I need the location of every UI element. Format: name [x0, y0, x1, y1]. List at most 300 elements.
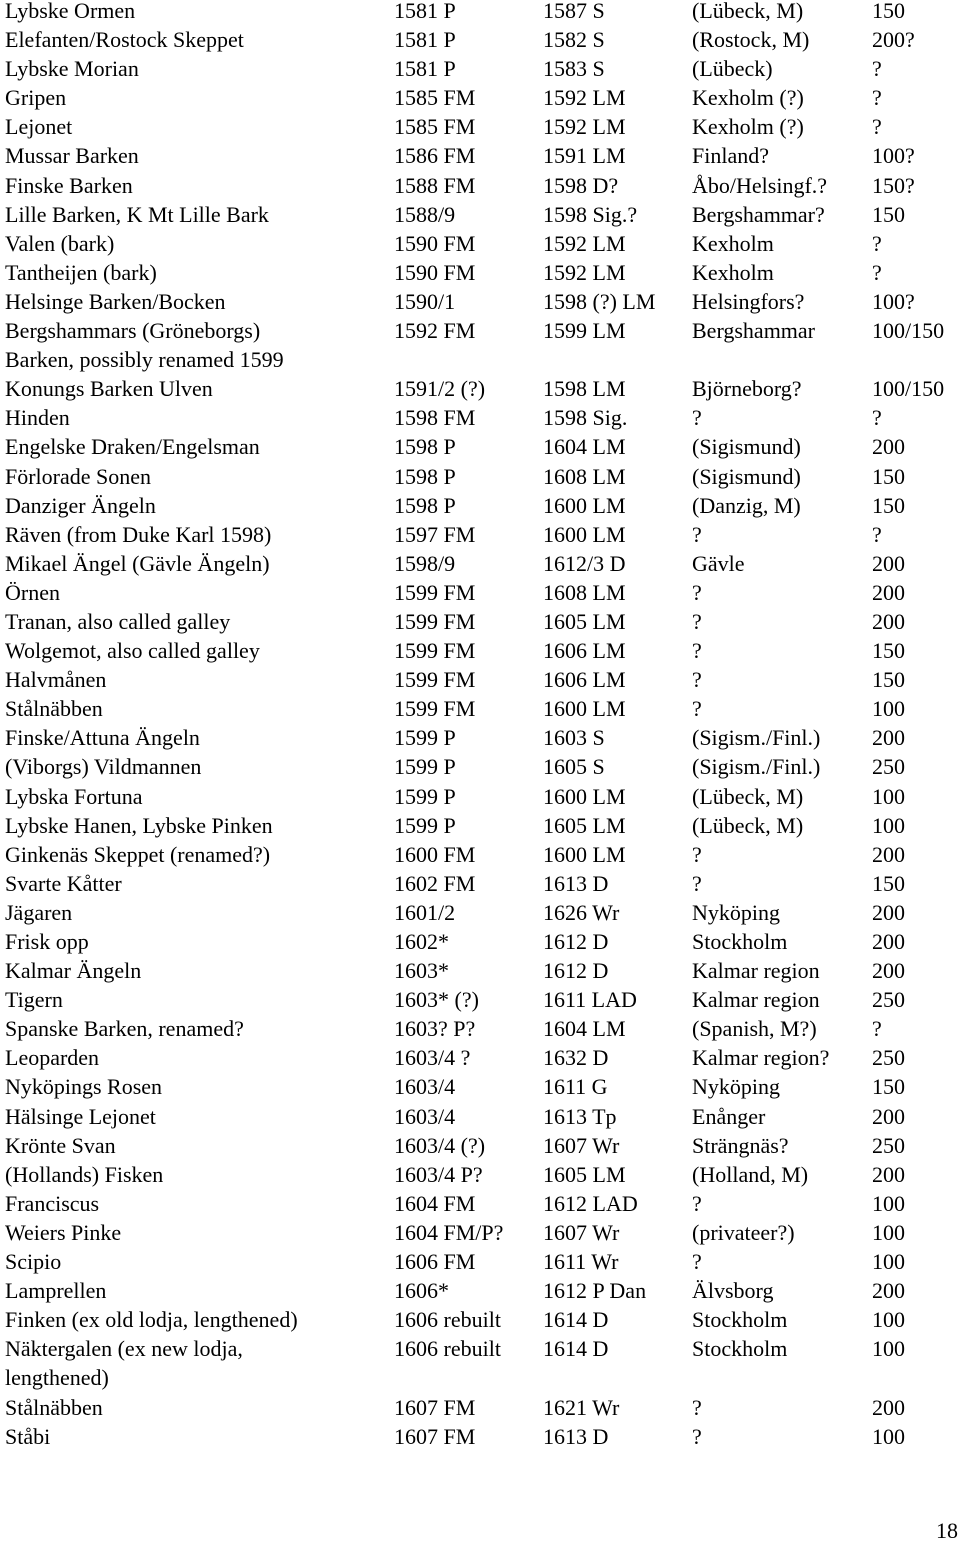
cell-lost: 1608 LM — [543, 463, 626, 489]
cell-lost: 1611 LAD — [543, 987, 637, 1013]
cell-lost: 1621 Wr — [543, 1394, 620, 1420]
table-row — [5, 1072, 957, 1101]
cell-ship-name: Stålnäbben — [5, 696, 103, 722]
cell-origin: Stockholm — [692, 1307, 788, 1333]
table-row — [5, 1043, 957, 1072]
cell-built: 1599 FM — [394, 667, 476, 693]
cell-built: 1603* — [394, 958, 449, 984]
table-row — [5, 141, 957, 170]
cell-origin: (Sigismund) — [692, 463, 801, 489]
cell-built: 1603/4 (?) — [394, 1132, 486, 1158]
cell-lost: 1598 Sig.? — [543, 201, 638, 227]
cell-size: 150 — [872, 638, 905, 664]
table-row — [5, 1160, 957, 1189]
cell-size: 100 — [872, 1336, 905, 1362]
cell-lost: 1598 LM — [543, 376, 626, 402]
cell-ship-name: Barken, possibly renamed 1599 — [5, 347, 284, 373]
cell-ship-name: Lamprellen — [5, 1278, 107, 1304]
cell-size: ? — [872, 405, 882, 431]
table-row — [5, 578, 957, 607]
cell-origin: Finland? — [692, 143, 769, 169]
cell-size: 100 — [872, 783, 905, 809]
cell-origin: Åbo/Helsingf.? — [692, 172, 828, 198]
cell-lost: 1605 LM — [543, 1161, 626, 1187]
cell-origin: Strängnäs? — [692, 1132, 789, 1158]
cell-lost: 1592 LM — [543, 114, 626, 140]
cell-built: 1602 FM — [394, 870, 476, 896]
cell-origin: Helsingfors? — [692, 288, 805, 314]
cell-ship-name: Nyköpings Rosen — [5, 1074, 163, 1100]
cell-lost: 1604 LM — [543, 1016, 626, 1042]
cell-lost: 1605 S — [543, 754, 605, 780]
cell-size: 100 — [872, 812, 905, 838]
cell-size: 100/150 — [872, 376, 945, 402]
table-row — [5, 462, 957, 491]
cell-lost: 1613 Tp — [543, 1103, 617, 1129]
table-row — [5, 665, 957, 694]
table-row — [5, 520, 957, 549]
cell-size: 100? — [872, 288, 915, 314]
cell-ship-name: Mikael Ängel (Gävle Ängeln) — [5, 550, 270, 576]
cell-size: 200? — [872, 27, 915, 53]
table-row — [5, 636, 957, 665]
cell-lost: 1611 G — [543, 1074, 608, 1100]
cell-built: 1603/4 ? — [394, 1045, 471, 1071]
cell-size: ? — [872, 259, 882, 285]
cell-built: 1599 FM — [394, 638, 476, 664]
cell-built: 1592 FM — [394, 318, 476, 344]
cell-ship-name: Frisk opp — [5, 929, 89, 954]
table-row — [5, 956, 957, 985]
cell-lost: 1606 LM — [543, 667, 626, 693]
cell-size — [872, 1363, 957, 1392]
cell-built: 1590 FM — [394, 259, 476, 285]
cell-built: 1585 FM — [394, 114, 476, 140]
cell-size: 150 — [872, 201, 905, 227]
cell-built: 1586 FM — [394, 143, 476, 169]
table-row — [5, 258, 957, 287]
cell-origin: (Holland, M) — [692, 1161, 809, 1187]
cell-size: ? — [872, 230, 882, 256]
table-row — [5, 112, 957, 141]
cell-ship-name: Jägaren — [5, 899, 73, 925]
cell-built — [394, 1363, 543, 1392]
table-row — [5, 723, 957, 752]
cell-size: 250 — [872, 1132, 905, 1158]
cell-origin: Kalmar region? — [692, 1045, 830, 1071]
cell-ship-name: Weiers Pinke — [5, 1219, 122, 1245]
table-row — [5, 898, 957, 927]
table-row — [5, 0, 957, 25]
table-row — [5, 229, 957, 258]
cell-built: 1599 P — [394, 725, 456, 751]
cell-lost: 1604 LM — [543, 434, 626, 460]
cell-size: 200 — [872, 929, 905, 954]
table-row — [5, 752, 957, 781]
cell-lost: 1599 LM — [543, 318, 626, 344]
cell-lost: 1607 Wr — [543, 1132, 620, 1158]
cell-lost: 1605 LM — [543, 608, 626, 634]
cell-origin: ? — [692, 667, 702, 693]
cell-built: 1604 FM — [394, 1190, 476, 1216]
cell-origin: (Lübeck) — [692, 56, 773, 82]
cell-ship-name: Tantheijen (bark) — [5, 259, 157, 285]
cell-ship-name: Bergshammars (Gröneborgs) — [5, 318, 261, 344]
cell-size: 200 — [872, 899, 905, 925]
cell-ship-name: Krönte Svan — [5, 1132, 116, 1158]
cell-ship-name: lengthened) — [5, 1365, 109, 1391]
cell-ship-name: Lybske Ormen — [5, 0, 136, 23]
cell-size: 100 — [872, 1219, 905, 1245]
cell-lost: 1600 LM — [543, 783, 626, 809]
cell-size: 100 — [872, 1190, 905, 1216]
cell-lost: 1612 LAD — [543, 1190, 638, 1216]
cell-built: 1607 FM — [394, 1423, 476, 1449]
cell-lost: 1592 LM — [543, 85, 626, 111]
table-row — [5, 374, 957, 403]
cell-origin: ? — [692, 1394, 702, 1420]
cell-origin: (Rostock, M) — [692, 27, 810, 53]
cell-origin: Stockholm — [692, 929, 788, 954]
cell-ship-name: Halvmånen — [5, 667, 107, 693]
cell-size: ? — [872, 1016, 882, 1042]
cell-origin: ? — [692, 841, 702, 867]
cell-ship-name: Elefanten/Rostock Skeppet — [5, 27, 244, 53]
table-row — [5, 927, 957, 956]
table-row — [5, 607, 957, 636]
cell-origin: Kexholm — [692, 259, 774, 285]
cell-lost: 1600 LM — [543, 696, 626, 722]
cell-origin: (Spanish, M?) — [692, 1016, 817, 1042]
table-row — [5, 54, 957, 83]
cell-size: 200 — [872, 550, 905, 576]
cell-origin: Kalmar region — [692, 987, 820, 1013]
page-number: 18 — [936, 1518, 958, 1543]
cell-built: 1607 FM — [394, 1394, 476, 1420]
cell-origin: (Sigism./Finl.) — [692, 725, 821, 751]
cell-size: 150 — [872, 0, 905, 23]
cell-size: ? — [872, 85, 882, 111]
cell-size: 250 — [872, 987, 905, 1013]
cell-ship-name: Leoparden — [5, 1045, 100, 1071]
cell-built: 1606 FM — [394, 1249, 476, 1275]
cell-built: 1599 FM — [394, 579, 476, 605]
table-row — [5, 1102, 957, 1131]
cell-lost: 1606 LM — [543, 638, 626, 664]
table-row — [5, 345, 957, 374]
cell-ship-name: (Viborgs) Vildmannen — [5, 754, 202, 780]
cell-built: 1598 P — [394, 492, 456, 518]
cell-origin: Nyköping — [692, 899, 780, 925]
cell-origin: (Sigismund) — [692, 434, 801, 460]
cell-built: 1598 FM — [394, 405, 476, 431]
cell-origin: ? — [692, 521, 702, 547]
cell-origin: Bergshammar? — [692, 201, 825, 227]
cell-size: 150? — [872, 172, 915, 198]
table-row — [5, 1131, 957, 1160]
cell-ship-name: Näktergalen (ex new lodja, — [5, 1336, 243, 1362]
table-row — [5, 1189, 957, 1218]
cell-origin: Bergshammar — [692, 318, 816, 344]
cell-size: 250 — [872, 1045, 905, 1071]
cell-origin: Stockholm — [692, 1336, 788, 1362]
cell-built: 1599 FM — [394, 696, 476, 722]
cell-built — [394, 345, 543, 374]
cell-origin: Björneborg? — [692, 376, 802, 402]
cell-ship-name: Helsinge Barken/Bocken — [5, 288, 226, 314]
cell-built: 1598 P — [394, 434, 456, 460]
cell-lost: 1582 S — [543, 27, 605, 53]
cell-ship-name: Räven (from Duke Karl 1598) — [5, 521, 272, 547]
cell-ship-name: Lybska Fortuna — [5, 783, 143, 809]
cell-ship-name: Lejonet — [5, 114, 73, 140]
cell-size: 100? — [872, 143, 915, 169]
cell-size: 200 — [872, 434, 905, 460]
cell-size — [872, 345, 957, 374]
cell-size: 150 — [872, 463, 905, 489]
cell-size: ? — [872, 521, 882, 547]
cell-ship-name: Hinden — [5, 405, 70, 431]
cell-built: 1591/2 (?) — [394, 376, 486, 402]
cell-size: 150 — [872, 667, 905, 693]
cell-built: 1603* (?) — [394, 987, 479, 1013]
table-row — [5, 25, 957, 54]
cell-origin: (Lübeck, M) — [692, 783, 804, 809]
table-row — [5, 171, 957, 200]
cell-lost: 1587 S — [543, 0, 605, 23]
table-row — [5, 869, 957, 898]
cell-ship-name: Finske/Attuna Ängeln — [5, 725, 200, 751]
cell-size: 250 — [872, 754, 905, 780]
cell-lost: 1583 S — [543, 56, 605, 82]
table-row — [5, 1305, 957, 1334]
cell-origin: ? — [692, 1249, 702, 1275]
cell-size: 100/150 — [872, 318, 945, 344]
cell-built: 1599 P — [394, 754, 456, 780]
cell-lost: 1603 S — [543, 725, 605, 751]
cell-built: 1581 P — [394, 0, 456, 23]
cell-size: ? — [872, 114, 882, 140]
cell-built: 1590/1 — [394, 288, 456, 314]
cell-origin: ? — [692, 1423, 702, 1449]
table-row — [5, 1422, 957, 1451]
cell-lost: 1612 P Dan — [543, 1278, 647, 1304]
cell-built: 1599 P — [394, 783, 456, 809]
ship-list-body — [5, 0, 957, 1451]
table-row — [5, 811, 957, 840]
table-row — [5, 782, 957, 811]
cell-ship-name: Örnen — [5, 579, 60, 605]
cell-built: 1606 rebuilt — [394, 1307, 501, 1333]
table-row — [5, 432, 957, 461]
cell-size: 200 — [872, 958, 905, 984]
cell-ship-name: Gripen — [5, 85, 67, 111]
cell-lost: 1632 D — [543, 1045, 609, 1071]
cell-ship-name: Kalmar Ängeln — [5, 958, 142, 984]
cell-lost: 1612 D — [543, 929, 609, 954]
cell-ship-name: Hälsinge Lejonet — [5, 1103, 156, 1129]
table-row — [5, 287, 957, 316]
cell-lost: 1608 LM — [543, 579, 626, 605]
cell-lost: 1613 D — [543, 870, 609, 896]
cell-origin: (Sigism./Finl.) — [692, 754, 821, 780]
cell-origin: (Lübeck, M) — [692, 812, 804, 838]
table-row — [5, 83, 957, 112]
table-row — [5, 840, 957, 869]
cell-origin: ? — [692, 405, 702, 431]
cell-size: 150 — [872, 870, 905, 896]
cell-lost: 1605 LM — [543, 812, 626, 838]
table-row — [5, 1014, 957, 1043]
cell-size: 150 — [872, 1074, 905, 1100]
cell-size: 100 — [872, 696, 905, 722]
cell-lost: 1600 LM — [543, 492, 626, 518]
cell-ship-name: Lybske Hanen, Lybske Pinken — [5, 812, 273, 838]
cell-origin: Älvsborg — [692, 1278, 774, 1304]
cell-ship-name: Tranan, also called galley — [5, 608, 231, 634]
table-row — [5, 1247, 957, 1276]
table-row — [5, 1393, 957, 1422]
cell-ship-name: Förlorade Sonen — [5, 463, 152, 489]
cell-ship-name: Mussar Barken — [5, 143, 139, 169]
cell-origin: ? — [692, 608, 702, 634]
table-row — [5, 316, 957, 345]
table-row — [5, 1334, 957, 1363]
cell-built: 1598 P — [394, 463, 456, 489]
cell-built: 1603? P? — [394, 1016, 476, 1042]
cell-size: 100 — [872, 1249, 905, 1275]
table-row — [5, 403, 957, 432]
cell-lost: 1607 Wr — [543, 1219, 620, 1245]
cell-ship-name: Finken (ex old lodja, lengthened) — [5, 1307, 298, 1333]
cell-lost — [543, 1363, 692, 1392]
cell-ship-name: Ståbi — [5, 1423, 51, 1449]
cell-lost: 1612/3 D — [543, 550, 626, 576]
cell-size: 150 — [872, 492, 905, 518]
cell-built: 1581 P — [394, 56, 456, 82]
cell-origin: (Danzig, M) — [692, 492, 801, 518]
cell-origin: ? — [692, 1190, 702, 1216]
cell-lost: 1614 D — [543, 1336, 609, 1362]
cell-origin: ? — [692, 870, 702, 896]
cell-built: 1590 FM — [394, 230, 476, 256]
cell-size: ? — [872, 56, 882, 82]
document-page — [5, 0, 960, 1451]
cell-ship-name: Spanske Barken, renamed? — [5, 1016, 244, 1042]
cell-size: 200 — [872, 1278, 905, 1304]
cell-ship-name: Konungs Barken Ulven — [5, 376, 213, 402]
cell-ship-name: Svarte Kåtter — [5, 870, 122, 896]
cell-lost: 1612 D — [543, 958, 609, 984]
cell-ship-name: (Hollands) Fisken — [5, 1161, 164, 1187]
cell-built: 1588/9 — [394, 201, 456, 227]
cell-built: 1599 P — [394, 812, 456, 838]
cell-built: 1603/4 — [394, 1074, 456, 1100]
cell-origin: Nyköping — [692, 1074, 780, 1100]
table-row — [5, 1218, 957, 1247]
cell-lost: 1626 Wr — [543, 899, 620, 925]
cell-lost: 1598 D? — [543, 172, 619, 198]
cell-built: 1599 FM — [394, 608, 476, 634]
cell-size: 100 — [872, 1423, 905, 1449]
table-row — [5, 1363, 957, 1392]
cell-origin — [692, 345, 872, 374]
cell-built: 1597 FM — [394, 521, 476, 547]
table-row — [5, 1276, 957, 1305]
cell-ship-name: Ginkenäs Skeppet (renamed?) — [5, 841, 271, 867]
cell-size: 200 — [872, 608, 905, 634]
cell-size: 200 — [872, 841, 905, 867]
cell-lost: 1591 LM — [543, 143, 626, 169]
cell-ship-name: Finske Barken — [5, 172, 133, 198]
cell-origin: ? — [692, 579, 702, 605]
cell-ship-name: Scipio — [5, 1249, 62, 1275]
ship-list-table — [5, 0, 957, 1451]
cell-size: 200 — [872, 579, 905, 605]
cell-ship-name: Wolgemot, also called galley — [5, 638, 260, 664]
cell-lost — [543, 345, 692, 374]
cell-origin: ? — [692, 696, 702, 722]
cell-lost: 1598 (?) LM — [543, 288, 656, 314]
cell-ship-name: Danziger Ängeln — [5, 492, 156, 518]
cell-built: 1585 FM — [394, 85, 476, 111]
cell-origin: (Lübeck, M) — [692, 0, 804, 23]
cell-origin: Gävle — [692, 550, 745, 576]
table-row — [5, 985, 957, 1014]
table-row — [5, 491, 957, 520]
cell-built: 1588 FM — [394, 172, 476, 198]
cell-built: 1604 FM/P? — [394, 1219, 504, 1245]
cell-lost: 1600 LM — [543, 841, 626, 867]
cell-built: 1602* — [394, 929, 449, 954]
cell-origin: Kexholm (?) — [692, 85, 804, 111]
cell-ship-name: Stålnäbben — [5, 1394, 103, 1420]
cell-lost: 1600 LM — [543, 521, 626, 547]
cell-built: 1598/9 — [394, 550, 456, 576]
cell-ship-name: Lille Barken, K Mt Lille Bark — [5, 201, 269, 227]
cell-origin: Kalmar region — [692, 958, 820, 984]
cell-lost: 1614 D — [543, 1307, 609, 1333]
cell-origin: Kexholm — [692, 230, 774, 256]
cell-lost: 1592 LM — [543, 230, 626, 256]
table-row — [5, 694, 957, 723]
cell-size: 200 — [872, 1103, 905, 1129]
cell-ship-name: Tigern — [5, 987, 63, 1013]
cell-built: 1606* — [394, 1278, 449, 1304]
cell-origin: ? — [692, 638, 702, 664]
cell-size: 200 — [872, 1394, 905, 1420]
cell-built: 1601/2 — [394, 899, 456, 925]
cell-ship-name: Engelske Draken/Engelsman — [5, 434, 260, 460]
cell-built: 1600 FM — [394, 841, 476, 867]
cell-built: 1581 P — [394, 27, 456, 53]
cell-lost: 1592 LM — [543, 259, 626, 285]
cell-lost: 1613 D — [543, 1423, 609, 1449]
cell-size: 100 — [872, 1307, 905, 1333]
cell-lost: 1598 Sig. — [543, 405, 628, 431]
cell-size: 200 — [872, 725, 905, 751]
cell-origin: (privateer?) — [692, 1219, 795, 1245]
table-row — [5, 200, 957, 229]
cell-ship-name: Lybske Morian — [5, 56, 139, 82]
cell-ship-name: Valen (bark) — [5, 230, 115, 256]
cell-ship-name: Franciscus — [5, 1190, 100, 1216]
cell-built: 1603/4 P? — [394, 1161, 483, 1187]
table-row — [5, 549, 957, 578]
cell-origin — [692, 1363, 872, 1392]
cell-size: 200 — [872, 1161, 905, 1187]
cell-origin: Kexholm (?) — [692, 114, 804, 140]
